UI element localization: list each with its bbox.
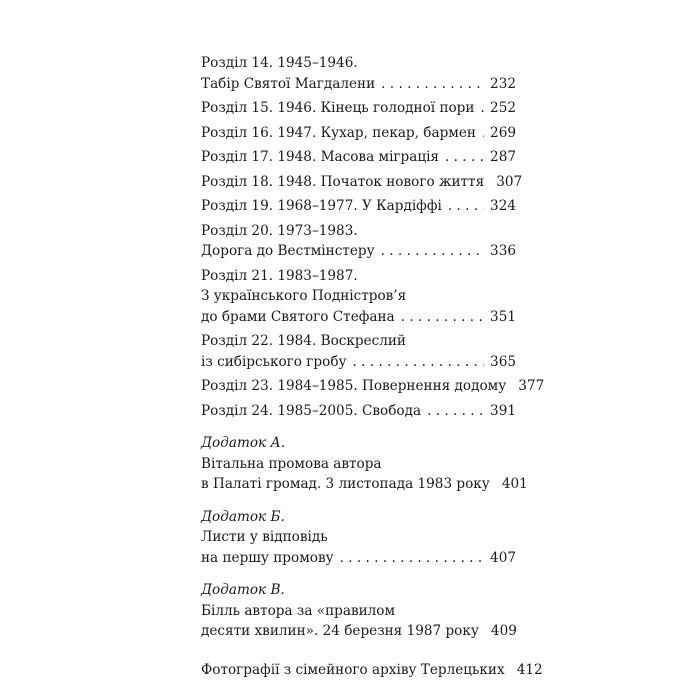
appendix-heading: Додаток В. (201, 582, 285, 598)
toc-entry-chapter-17 (201, 147, 516, 168)
toc-entry-title-line: Розділ 19. 1968–1977. У Кардіффі (201, 198, 442, 214)
page-number: 351 (490, 308, 516, 325)
table-of-contents (201, 53, 545, 684)
toc-entry-title-line: Розділ 15. 1946. Кінець голодної пори (201, 100, 475, 116)
appendix-heading: Додаток А. (201, 435, 286, 451)
page-number: 409 (490, 623, 517, 639)
toc-entry-chapter-16 (201, 123, 516, 144)
toc-entry-title-line: Вітальна промова автора (201, 455, 382, 472)
toc-entry-title-line: десяти хвилин». 24 березня 1987 року (201, 623, 479, 639)
toc-entry-chapter-21 (201, 266, 516, 328)
page-number: 232 (490, 75, 516, 92)
appendix-heading: Додаток Б. (201, 508, 285, 525)
page-number: 401 (501, 476, 528, 492)
toc-entry-title-line: до брами Святого Стефана (201, 308, 395, 325)
page-number: 412 (516, 661, 543, 678)
dot-leader (353, 352, 484, 373)
toc-entry-chapter-24 (201, 401, 516, 422)
page-number: 307 (496, 173, 523, 190)
toc-entry-title-line: Розділ 21. 1983–1987. (201, 267, 358, 284)
page-number: 269 (490, 124, 516, 141)
toc-entry-title-line: Листи у відповідь (201, 529, 328, 545)
dot-leader (448, 196, 484, 217)
dot-leader (340, 548, 484, 569)
toc-entry-title-line: Дорога до Вестмінстеру (201, 243, 375, 259)
page-number: 336 (490, 243, 516, 259)
dot-leader (480, 98, 484, 119)
toc-entry-title-line: Білль автора за «правилом (201, 602, 396, 619)
page-number: 407 (490, 549, 516, 566)
toc-entry-photos (201, 660, 543, 681)
dot-leader (381, 241, 484, 262)
toc-entry-title-line: Розділ 16. 1947. Кухар, пекар, бармен (201, 124, 476, 141)
toc-entry-title-line: Табір Святої Магдалени (201, 75, 376, 92)
page-number: 287 (490, 149, 516, 165)
toc-entry-title-line: Розділ 17. 1948. Масова міграція (201, 149, 440, 165)
toc-entry-title-line: Розділ 18. 1948. Початок нового життя (201, 173, 485, 190)
toc-entry-chapter-22 (201, 331, 516, 372)
dot-leader (427, 401, 484, 422)
toc-entry-title-line: Розділ 24. 1985–2005. Свобода (201, 402, 422, 419)
page-number: 324 (490, 198, 516, 214)
toc-entry-appendix-b (201, 507, 516, 569)
toc-entry-chapter-19 (201, 196, 516, 217)
toc-entry-chapter-20 (201, 221, 516, 262)
toc-entry-title-line: на першу промову (201, 549, 334, 566)
toc-entry-title-line: Розділ 23. 1984–1985. Повернення додому (201, 378, 507, 394)
page-number: 377 (518, 378, 545, 394)
toc-entry-title-line: Фотографії з сімейного архіву Терлецьких (201, 661, 505, 678)
page-number: 252 (490, 100, 516, 116)
toc-entry-chapter-18 (201, 172, 523, 193)
page-number: 391 (490, 402, 516, 419)
toc-entry-chapter-14 (201, 53, 516, 94)
toc-entry-appendix-a (201, 433, 528, 495)
toc-entry-title-line: Розділ 20. 1973–1983. (201, 222, 358, 239)
dot-leader (445, 147, 484, 168)
dot-leader (401, 307, 484, 328)
toc-entry-title-line: в Палаті громад. 3 листопада 1983 року (201, 476, 490, 492)
toc-entry-title-line: Розділ 22. 1984. Воскреслий (201, 333, 406, 349)
page-number: 365 (490, 353, 516, 370)
dot-leader (381, 74, 484, 95)
toc-entry-chapter-23 (201, 376, 545, 397)
toc-entry-title-line: із сибірського гробу (201, 353, 347, 370)
dot-leader (482, 123, 484, 144)
toc-entry-title-line: З українського Подністров’я (201, 288, 407, 304)
toc-entry-title-line: Розділ 14. 1945–1946. (201, 55, 358, 71)
toc-entry-chapter-15 (201, 98, 516, 119)
toc-entry-appendix-c (201, 580, 516, 642)
